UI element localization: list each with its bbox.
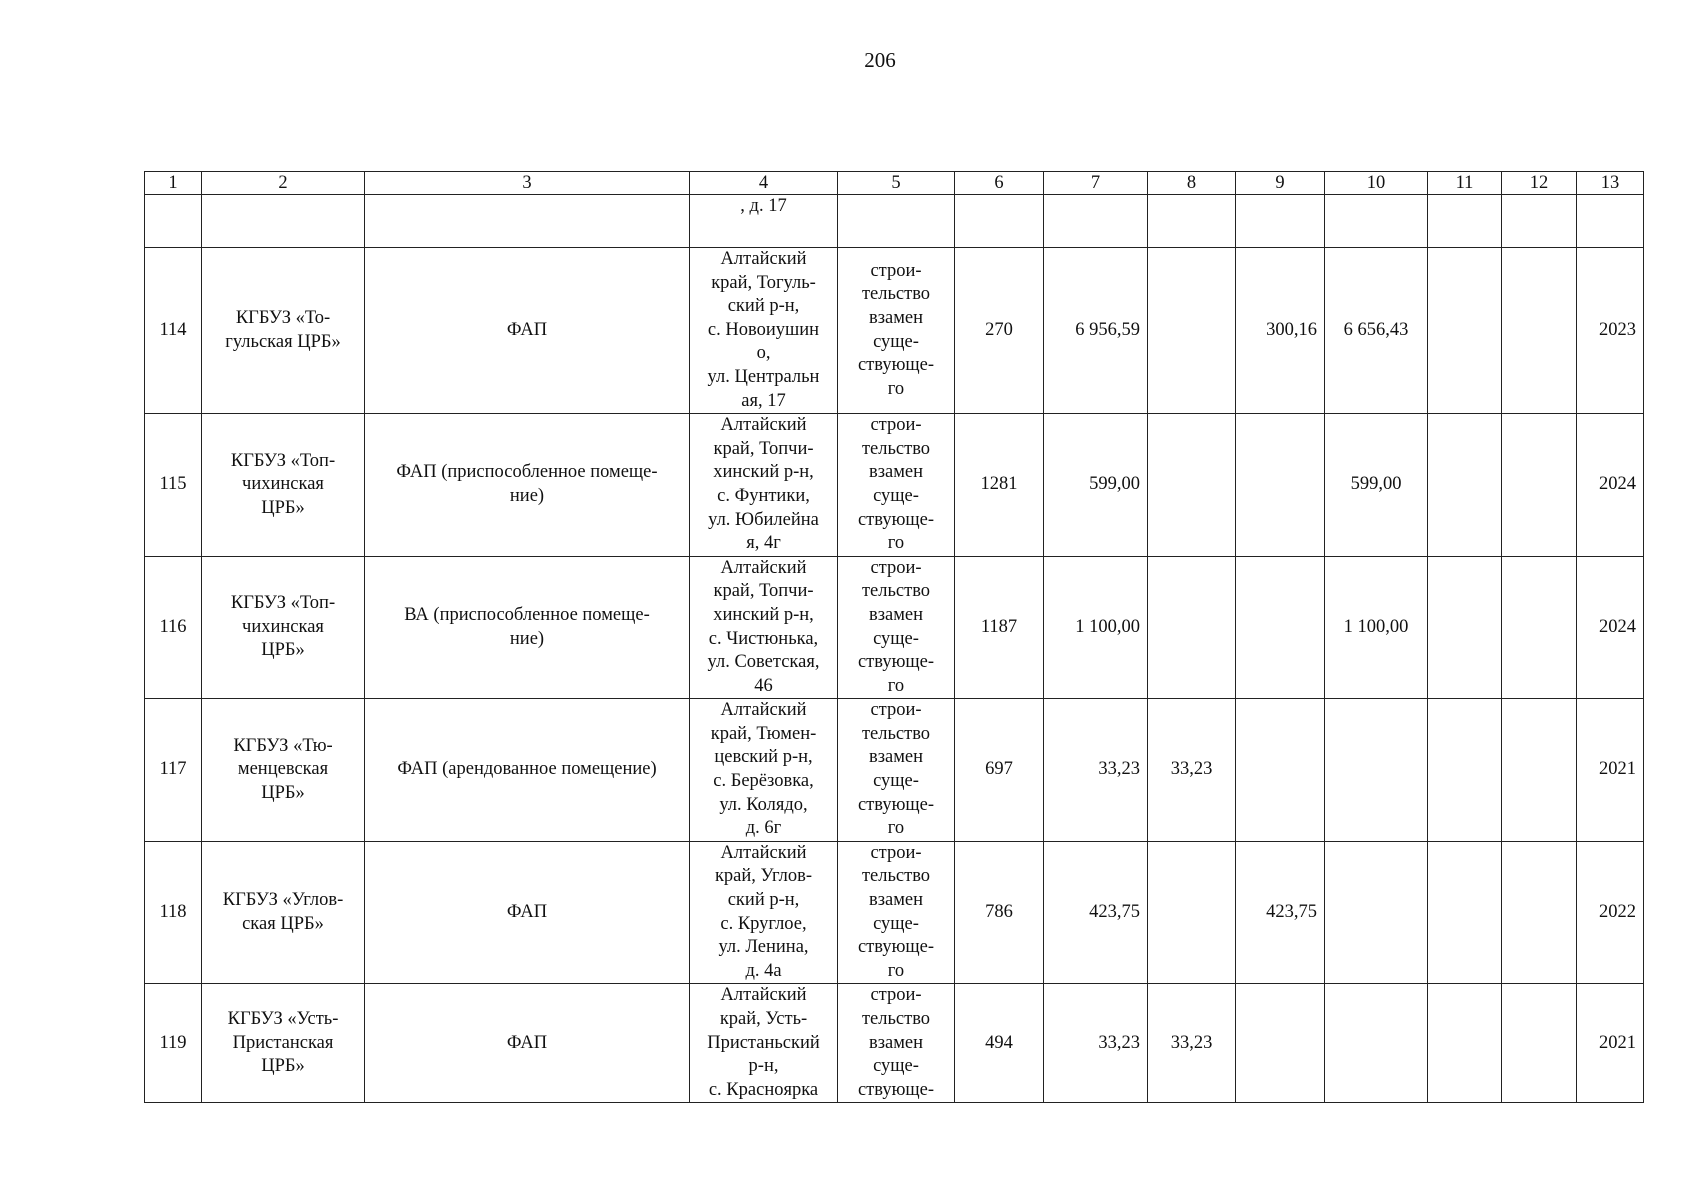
col7-cell: 6 956,59 — [1044, 248, 1148, 414]
col12-cell — [1502, 414, 1577, 557]
col7-cell: 599,00 — [1044, 414, 1148, 557]
table-row-continuation — [145, 195, 1644, 248]
col12-cell — [1502, 699, 1577, 842]
column-header-12: 12 — [1502, 172, 1577, 195]
row-number-cell: 117 — [145, 699, 202, 842]
col10-cell — [1325, 841, 1428, 984]
col7-cell: 1 100,00 — [1044, 556, 1148, 699]
address-cell: Алтайский край, Тюмен- цевский р-н, с. Берёзовка, ул. Колядо, д. 6г — [690, 699, 838, 842]
column-header-2: 2 — [202, 172, 365, 195]
col9-cell — [1236, 414, 1325, 557]
organization-cell: КГБУЗ «Топ- чихинская ЦРБ» — [202, 556, 365, 699]
address-cell: Алтайский край, Топчи- хинский р-н, с. Фунтики, ул. Юбилейна я, 4г — [690, 414, 838, 557]
table-row — [145, 984, 1644, 1103]
work-type-cell: строи- тельство взамен суще- ствующе- го — [838, 841, 955, 984]
table-cell — [1044, 195, 1148, 248]
table-cell — [1236, 195, 1325, 248]
object-cell: ФАП — [365, 984, 690, 1103]
col6-cell: 1187 — [955, 556, 1044, 699]
col10-cell: 1 100,00 — [1325, 556, 1428, 699]
table-cell — [838, 195, 955, 248]
object-cell: ФАП (арендованное помещение) — [365, 699, 690, 842]
table-header-row — [145, 172, 1644, 195]
work-type-cell: строи- тельство взамен суще- ствующе- — [838, 984, 955, 1103]
object-cell: ФАП (приспособленное помеще- ние) — [365, 414, 690, 557]
address-cell: Алтайский край, Углов- ский р-н, с. Круглое, ул. Ленина, д. 4а — [690, 841, 838, 984]
column-header-1: 1 — [145, 172, 202, 195]
table-cell — [365, 195, 690, 248]
col12-cell — [1502, 841, 1577, 984]
row-number-cell: 118 — [145, 841, 202, 984]
organization-cell: КГБУЗ «То- гульская ЦРБ» — [202, 248, 365, 414]
column-header-8: 8 — [1148, 172, 1236, 195]
col13-cell: 2021 — [1577, 699, 1644, 842]
organization-cell: КГБУЗ «Тю- менцевская ЦРБ» — [202, 699, 365, 842]
col8-cell — [1148, 248, 1236, 414]
table-row — [145, 556, 1644, 699]
table-cell — [1428, 195, 1502, 248]
col13-cell: 2022 — [1577, 841, 1644, 984]
col6-cell: 786 — [955, 841, 1044, 984]
col6-cell: 494 — [955, 984, 1044, 1103]
col9-cell: 423,75 — [1236, 841, 1325, 984]
col11-cell — [1428, 414, 1502, 557]
col11-cell — [1428, 556, 1502, 699]
work-type-cell: строи- тельство взамен суще- ствующе- го — [838, 699, 955, 842]
table-row — [145, 841, 1644, 984]
col12-cell — [1502, 248, 1577, 414]
col8-cell: 33,23 — [1148, 699, 1236, 842]
address-cell: Алтайский край, Усть- Пристаньский р-н, с. Краснoярка — [690, 984, 838, 1103]
col6-cell: 697 — [955, 699, 1044, 842]
col7-cell: 423,75 — [1044, 841, 1148, 984]
col13-cell: 2023 — [1577, 248, 1644, 414]
table-row — [145, 248, 1644, 414]
work-type-cell: строи- тельство взамен суще- ствующе- го — [838, 248, 955, 414]
col10-cell — [1325, 984, 1428, 1103]
address-cell: Алтайский край, Тогуль- ский р-н, с. Новоиушин о, ул. Центральн ая, 17 — [690, 248, 838, 414]
col11-cell — [1428, 699, 1502, 842]
col11-cell — [1428, 248, 1502, 414]
col7-cell: 33,23 — [1044, 984, 1148, 1103]
table-cell — [955, 195, 1044, 248]
column-header-10: 10 — [1325, 172, 1428, 195]
table-cell: , д. 17 — [690, 195, 838, 248]
col10-cell: 6 656,43 — [1325, 248, 1428, 414]
organization-cell: КГБУЗ «Углов- ская ЦРБ» — [202, 841, 365, 984]
row-number-cell: 116 — [145, 556, 202, 699]
col11-cell — [1428, 841, 1502, 984]
table-row — [145, 414, 1644, 557]
col13-cell: 2021 — [1577, 984, 1644, 1103]
column-header-11: 11 — [1428, 172, 1502, 195]
col8-cell: 33,23 — [1148, 984, 1236, 1103]
organization-cell: КГБУЗ «Топ- чихинская ЦРБ» — [202, 414, 365, 557]
address-cell: Алтайский край, Топчи- хинский р-н, с. Чистюнька, ул. Советская, 46 — [690, 556, 838, 699]
table-cell — [1148, 195, 1236, 248]
object-cell: ВА (приспособленное помеще- ние) — [365, 556, 690, 699]
object-cell: ФАП — [365, 841, 690, 984]
table-cell — [202, 195, 365, 248]
col10-cell: 599,00 — [1325, 414, 1428, 557]
col13-cell: 2024 — [1577, 556, 1644, 699]
data-table — [144, 171, 1644, 1103]
col9-cell — [1236, 984, 1325, 1103]
col9-cell — [1236, 556, 1325, 699]
page-number: 206 — [864, 48, 896, 72]
organization-cell: КГБУЗ «Усть- Пристанская ЦРБ» — [202, 984, 365, 1103]
col10-cell — [1325, 699, 1428, 842]
col6-cell: 1281 — [955, 414, 1044, 557]
col8-cell — [1148, 556, 1236, 699]
row-number-cell: 119 — [145, 984, 202, 1103]
column-header-6: 6 — [955, 172, 1044, 195]
column-header-4: 4 — [690, 172, 838, 195]
table-cell — [1577, 195, 1644, 248]
table-cell — [1325, 195, 1428, 248]
row-number-cell: 114 — [145, 248, 202, 414]
object-cell: ФАП — [365, 248, 690, 414]
table-row — [145, 699, 1644, 842]
col8-cell — [1148, 841, 1236, 984]
table-cell — [145, 195, 202, 248]
column-header-13: 13 — [1577, 172, 1644, 195]
column-header-3: 3 — [365, 172, 690, 195]
col8-cell — [1148, 414, 1236, 557]
column-header-7: 7 — [1044, 172, 1148, 195]
col11-cell — [1428, 984, 1502, 1103]
col6-cell: 270 — [955, 248, 1044, 414]
col7-cell: 33,23 — [1044, 699, 1148, 842]
work-type-cell: строи- тельство взамен суще- ствующе- го — [838, 414, 955, 557]
column-header-9: 9 — [1236, 172, 1325, 195]
table-cell — [1502, 195, 1577, 248]
col12-cell — [1502, 984, 1577, 1103]
col12-cell — [1502, 556, 1577, 699]
col9-cell: 300,16 — [1236, 248, 1325, 414]
column-header-5: 5 — [838, 172, 955, 195]
col13-cell: 2024 — [1577, 414, 1644, 557]
work-type-cell: строи- тельство взамен суще- ствующе- го — [838, 556, 955, 699]
row-number-cell: 115 — [145, 414, 202, 557]
col9-cell — [1236, 699, 1325, 842]
